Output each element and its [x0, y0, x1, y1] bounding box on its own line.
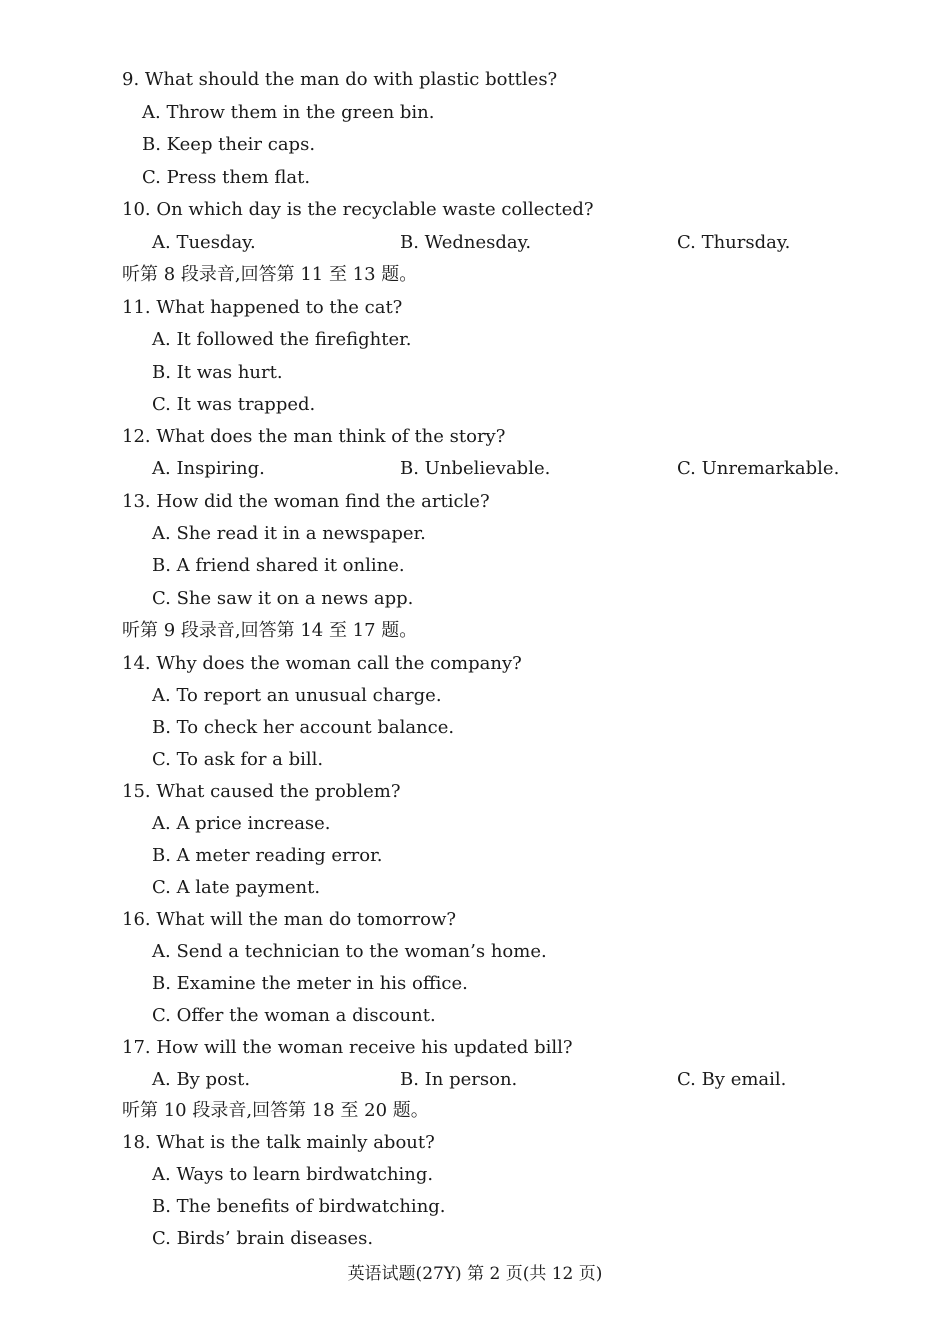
option-16c: C. Offer the woman a discount.: [152, 1005, 436, 1026]
option-14a: A. To report an unusual charge.: [152, 685, 442, 706]
section-heading-9: 听第 9 段录音,回答第 14 至 17 题。: [122, 620, 418, 641]
page-footer: 英语试题(27Y) 第 2 页(共 12 页): [347, 1264, 603, 1284]
option-9b: B. Keep their caps.: [142, 134, 316, 155]
option-15a: A. A price increase.: [152, 813, 331, 834]
option-13a: A. She read it in a newspaper.: [152, 523, 426, 544]
question-9: 9. What should the man do with plastic bottles?: [122, 69, 558, 90]
option-11c: C. It was trapped.: [152, 394, 316, 415]
options-12: [0, 457, 950, 481]
option-9c: C. Press them flat.: [142, 167, 311, 188]
option-12a: A. Inspiring.: [152, 458, 265, 479]
option-12c: C. Unremarkable.: [677, 458, 840, 479]
section-heading-10: 听第 10 段录音,回答第 18 至 20 题。: [122, 1100, 429, 1121]
option-17b: B. In person.: [400, 1069, 518, 1090]
question-15: 15. What caused the problem?: [122, 781, 401, 802]
option-12b: B. Unbelievable.: [400, 458, 551, 479]
option-10c: C. Thursday.: [677, 232, 791, 253]
question-18: 18. What is the talk mainly about?: [122, 1132, 435, 1153]
option-18b: B. The benefits of birdwatching.: [152, 1196, 446, 1217]
option-9a: A. Throw them in the green bin.: [142, 102, 435, 123]
section-heading-8: 听第 8 段录音,回答第 11 至 13 题。: [122, 264, 418, 285]
question-11: 11. What happened to the cat?: [122, 297, 403, 318]
option-17c: C. By email.: [677, 1069, 787, 1090]
question-12: 12. What does the man think of the story?: [122, 426, 506, 447]
option-11a: A. It followed the firefighter.: [152, 329, 412, 350]
option-14b: B. To check her account balance.: [152, 717, 455, 738]
option-16b: B. Examine the meter in his office.: [152, 973, 468, 994]
question-10: 10. On which day is the recyclable waste collected?: [122, 199, 594, 220]
option-17a: A. By post.: [152, 1069, 251, 1090]
question-17: 17. How will the woman receive his updated bill?: [122, 1037, 573, 1058]
option-13c: C. She saw it on a news app.: [152, 588, 414, 609]
options-10: [0, 231, 950, 255]
option-11b: B. It was hurt.: [152, 362, 283, 383]
option-13b: B. A friend shared it online.: [152, 555, 405, 576]
option-16a: A. Send a technician to the woman’s home.: [152, 941, 547, 962]
option-14c: C. To ask for a bill.: [152, 749, 324, 770]
option-10b: B. Wednesday.: [400, 232, 532, 253]
question-14: 14. Why does the woman call the company?: [122, 653, 522, 674]
question-16: 16. What will the man do tomorrow?: [122, 909, 457, 930]
question-13: 13. How did the woman find the article?: [122, 491, 490, 512]
options-17: [0, 1068, 950, 1092]
option-15c: C. A late payment.: [152, 877, 321, 898]
option-18c: C. Birds’ brain diseases.: [152, 1228, 374, 1249]
option-18a: A. Ways to learn birdwatching.: [152, 1164, 434, 1185]
option-10a: A. Tuesday.: [152, 232, 256, 253]
option-15b: B. A meter reading error.: [152, 845, 383, 866]
